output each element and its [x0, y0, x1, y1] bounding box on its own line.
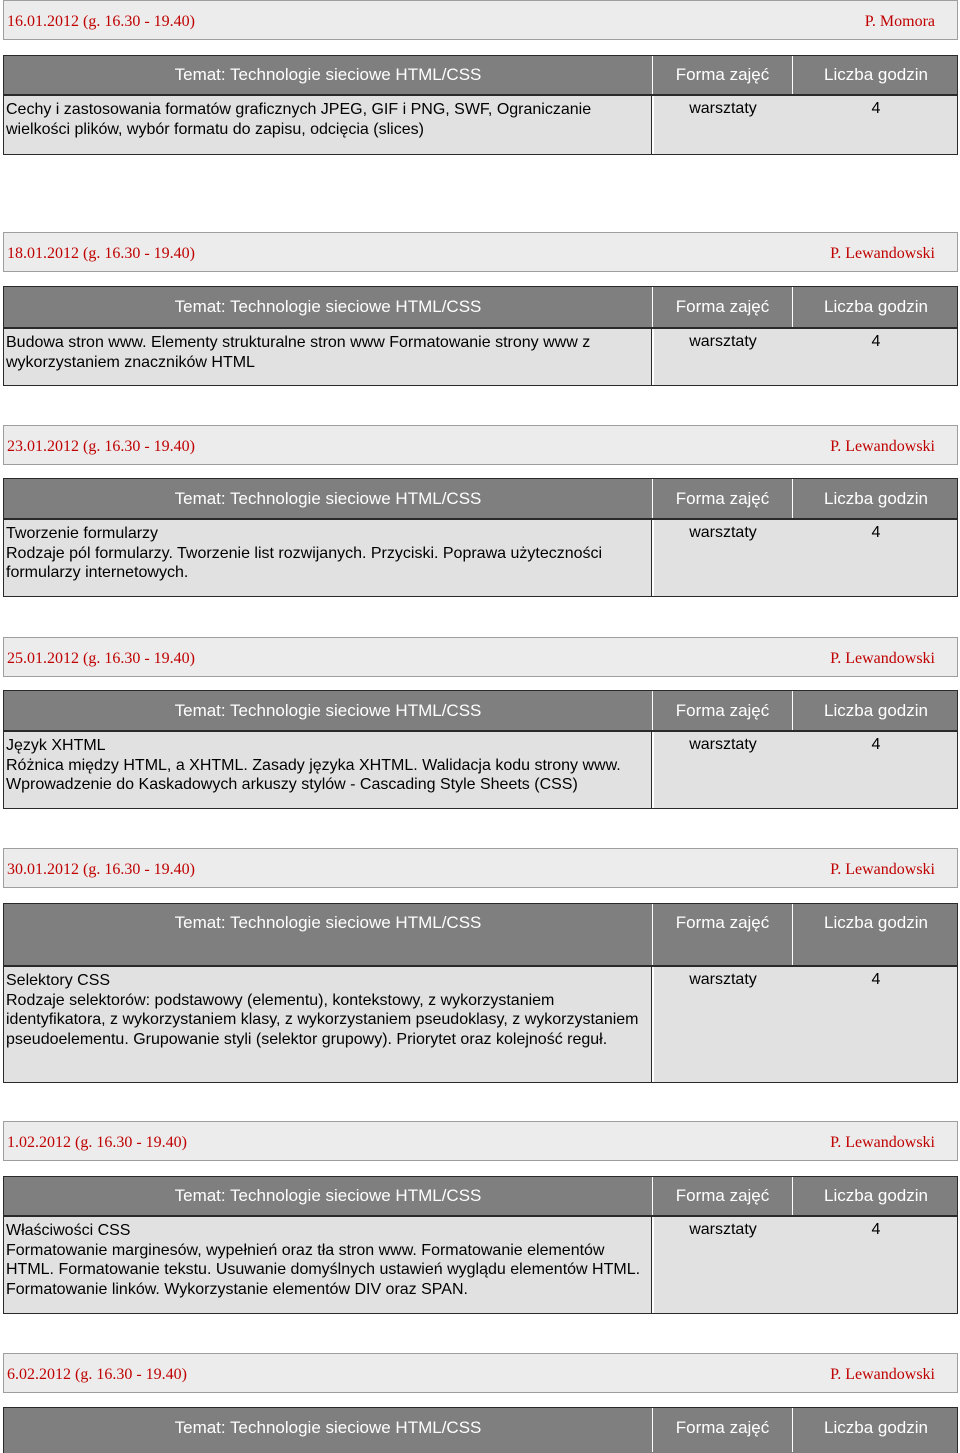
header-form: Forma zajęć [653, 1408, 793, 1452]
table-header [3, 903, 958, 966]
table-row [3, 519, 958, 597]
row-description: Cechy i zastosowania formatów graficznych JPEG, GIF i PNG, SWF, Ograniczanie wielkości plików, wybór formatu do zapisu, odcięcia (slices) [6, 101, 592, 138]
session-date-bar [3, 0, 958, 40]
row-hours: 4 [871, 1221, 881, 1238]
row-description: Selektory CSS Rodzaje selektorów: podstawowy (elementu), kontekstowy, z wykorzystaniem identyfikatora, z wykorzystaniem klasy, z wykorzystaniem pseudoklasy, z wykorzystaniem pseudoelementu. Grupowanie styli (selektor grupowy). Priorytet oraz kolejność reguł. [6, 972, 639, 1048]
session-teacher: P. Momora [864, 13, 935, 30]
header-topic: Temat: Technologie sieciowe HTML/CSS [4, 691, 653, 730]
header-topic: Temat: Technologie sieciowe HTML/CSS [4, 479, 653, 518]
session-date: 25.01.2012 (g. 16.30 - 19.40) [7, 650, 195, 667]
row-description: Budowa stron www. Elementy strukturalne stron www Formatowanie strony www z wykorzystaniem znaczników HTML [6, 334, 591, 371]
table-row [3, 966, 958, 1083]
row-description: Tworzenie formularzy Rodzaje pól formularzy. Tworzenie list rozwijanych. Przyciski. Poprawa użyteczności formularzy internetowych. [6, 525, 603, 581]
session-date-bar [3, 848, 958, 888]
header-form: Forma zajęć [653, 904, 793, 965]
table-header [3, 1407, 958, 1453]
row-form: warsztaty [689, 1221, 757, 1238]
header-topic: Temat: Technologie sieciowe HTML/CSS [4, 287, 653, 327]
header-hours: Liczba godzin [824, 65, 928, 84]
session-date-bar [3, 637, 958, 677]
row-form: warsztaty [689, 100, 757, 117]
session-teacher: P. Lewandowski [830, 861, 935, 878]
header-topic: Temat: Technologie sieciowe HTML/CSS [4, 1408, 653, 1452]
session-teacher: P. Lewandowski [830, 438, 935, 455]
table-header [3, 1176, 958, 1216]
row-form: warsztaty [689, 971, 757, 988]
row-hours: 4 [871, 100, 881, 117]
session-date: 30.01.2012 (g. 16.30 - 19.40) [7, 861, 195, 878]
header-hours: Liczba godzin [824, 1186, 928, 1205]
row-form: warsztaty [689, 736, 757, 753]
session-teacher: P. Lewandowski [830, 650, 935, 667]
session-teacher: P. Lewandowski [830, 245, 935, 262]
header-hours: Liczba godzin [824, 913, 928, 932]
row-hours: 4 [871, 971, 881, 988]
header-hours: Liczba godzin [824, 701, 928, 720]
table-row [3, 95, 958, 155]
table-header [3, 478, 958, 519]
session-date: 18.01.2012 (g. 16.30 - 19.40) [7, 245, 195, 262]
session-teacher: P. Lewandowski [830, 1134, 935, 1151]
session-date-bar [3, 425, 958, 465]
table-header [3, 690, 958, 731]
session-date: 1.02.2012 (g. 16.30 - 19.40) [7, 1134, 187, 1151]
header-topic: Temat: Technologie sieciowe HTML/CSS [4, 904, 653, 965]
row-description: Właściwości CSS Formatowanie marginesów, wypełnień oraz tła stron www. Formatowanie elementów HTML. Formatowanie tekstu. Usuwanie domyślnych ustawień wyglądu elementów HTML. Formatowanie linków. Wykorzystanie elementów DIV oraz SPAN. [6, 1222, 641, 1298]
row-hours: 4 [871, 736, 881, 753]
header-form: Forma zajęć [653, 287, 793, 327]
table-row [3, 1216, 958, 1314]
session-date-bar [3, 1353, 958, 1393]
row-form: warsztaty [689, 333, 757, 350]
header-form: Forma zajęć [653, 479, 793, 518]
table-row [3, 328, 958, 386]
session-teacher: P. Lewandowski [830, 1366, 935, 1383]
session-date: 23.01.2012 (g. 16.30 - 19.40) [7, 438, 195, 455]
table-header [3, 55, 958, 95]
row-form: warsztaty [689, 524, 757, 541]
header-hours: Liczba godzin [824, 1418, 928, 1437]
row-description: Język XHTML Różnica między HTML, a XHTML. Zasady języka XHTML. Walidacja kodu strony www. Wprowadzenie do Kaskadowych arkuszy stylów - Cascading Style Sheets (CSS) [6, 737, 621, 793]
session-date: 6.02.2012 (g. 16.30 - 19.40) [7, 1366, 187, 1383]
header-form: Forma zajęć [653, 1177, 793, 1215]
header-form: Forma zajęć [653, 691, 793, 730]
session-date: 16.01.2012 (g. 16.30 - 19.40) [7, 13, 195, 30]
header-form: Forma zajęć [653, 56, 793, 94]
header-topic: Temat: Technologie sieciowe HTML/CSS [4, 56, 653, 94]
table-row [3, 731, 958, 809]
table-header [3, 286, 958, 328]
session-date-bar [3, 1121, 958, 1161]
header-hours: Liczba godzin [824, 297, 928, 316]
session-date-bar [3, 232, 958, 272]
header-hours: Liczba godzin [824, 489, 928, 508]
header-topic: Temat: Technologie sieciowe HTML/CSS [4, 1177, 653, 1215]
row-hours: 4 [871, 333, 881, 350]
row-hours: 4 [871, 524, 881, 541]
